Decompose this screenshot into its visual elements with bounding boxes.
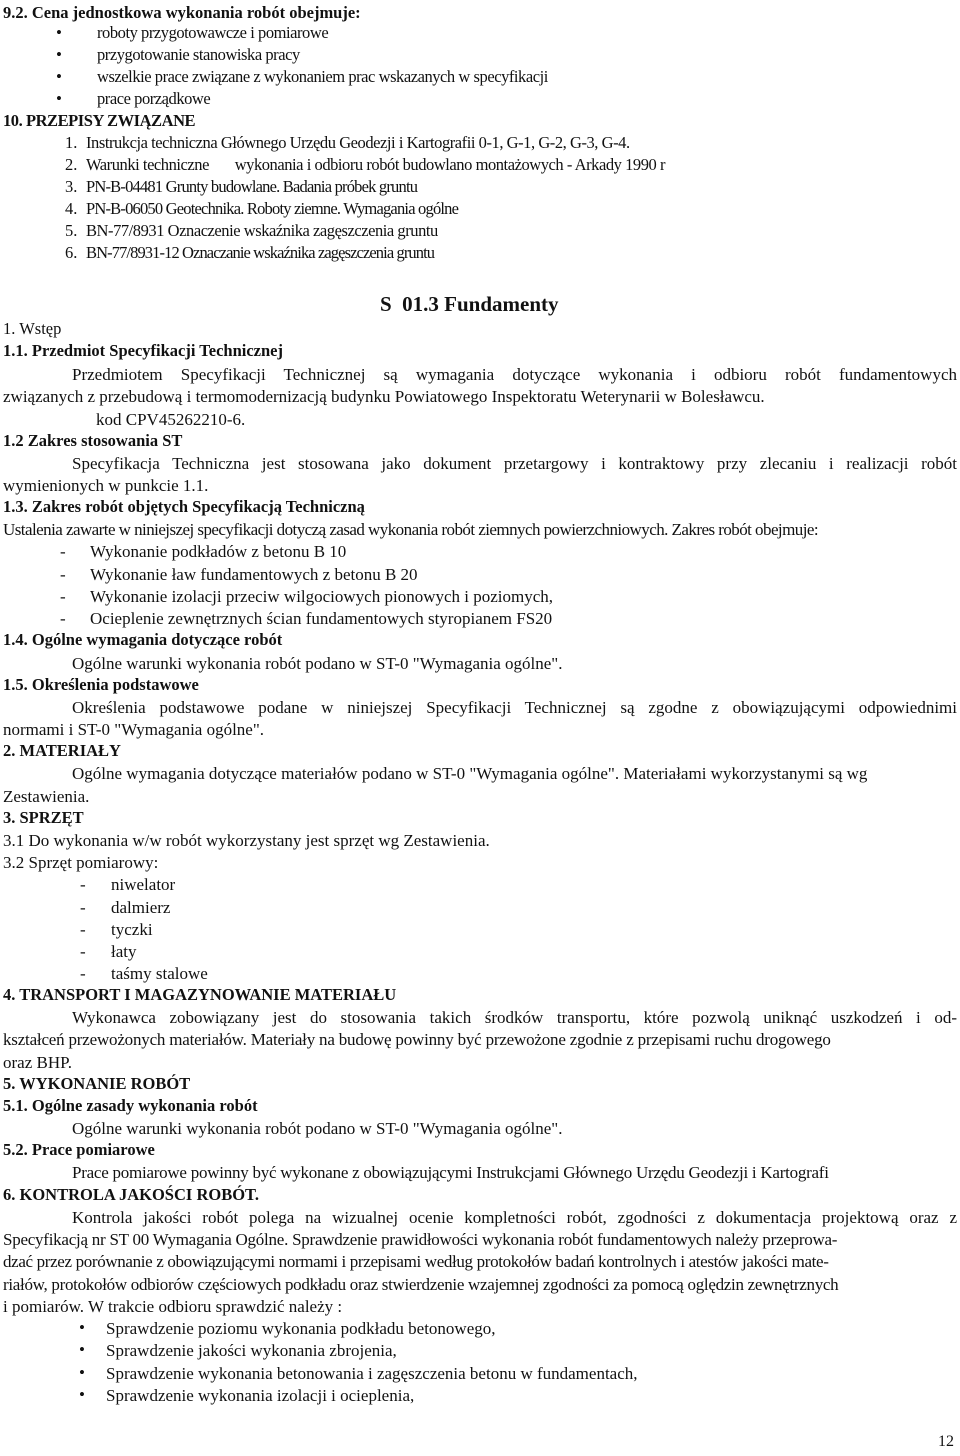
bullet-icon: •: [79, 1385, 85, 1404]
list-item: prace porządkowe: [97, 89, 211, 108]
paragraph-4-line: Wykonawca zobowiązany jest do stosowania takich środków transportu, które pozwolą uniknąć uszkodzeń i od-: [72, 1008, 957, 1027]
bullet-icon: •: [79, 1318, 85, 1337]
heading-2: 2. MATERIAŁY: [3, 741, 121, 760]
heading-4: 4. TRANSPORT I MAGAZYNOWANIE MATERIAŁU: [3, 985, 397, 1004]
paragraph-1-2-line: Specyfikacja Techniczna jest stosowana jako dokument przetargowy i kontraktowy przy zlecaniu i realizacji robót: [72, 454, 957, 473]
list-item-number: 5.: [65, 221, 78, 240]
list-item: roboty przygotowawcze i pomiarowe: [97, 23, 329, 42]
list-item: Sprawdzenie jakości wykonania zbrojenia,: [106, 1341, 397, 1360]
bullet-icon: •: [56, 45, 62, 64]
dash-icon: -: [60, 609, 66, 628]
list-item: Instrukcja techniczna Głównego Urzędu Geodezji i Kartografii 0-1, G-1, G-2, G-3, G-4.: [86, 133, 630, 152]
list-item: tyczki: [111, 920, 153, 939]
bullet-icon: •: [56, 23, 62, 42]
paragraph-1-4: Ogólne warunki wykonania robót podano w ST-0 "Wymagania ogólne".: [72, 654, 563, 673]
list-item: niwelator: [111, 875, 176, 894]
heading-5-2: 5.2. Prace pomiarowe: [3, 1140, 155, 1159]
list-item: przygotowanie stanowiska pracy: [97, 45, 300, 64]
list-item: Sprawdzenie poziomu wykonania podkładu betonowego,: [106, 1319, 496, 1338]
paragraph-6-line: i pomiarów. W trakcie odbioru sprawdzić należy :: [3, 1297, 343, 1316]
bullet-icon: •: [56, 89, 62, 108]
list-item: Ocieplenie zewnętrznych ścian fundamentowych styropianem FS20: [90, 609, 553, 628]
list-item: PN-B-04481 Grunty budowlane. Badania próbek gruntu: [86, 177, 418, 196]
heading-10: 10. PRZEPISY ZWIĄZANE: [3, 111, 196, 130]
paragraph-3-1: 3.1 Do wykonania w/w robót wykorzystany jest sprzęt wg Zestawienia.: [3, 831, 490, 850]
document-title: S 01.3 Fundamenty: [380, 292, 559, 316]
heading-1-5: 1.5. Określenia podstawowe: [3, 675, 199, 694]
dash-icon: -: [80, 875, 86, 894]
list-item-number: 3.: [65, 177, 78, 196]
dash-icon: -: [60, 587, 66, 606]
paragraph-6-line: Kontrola jakości robót polega na wizualnej ocenie kompletności robót, zgodności z dokumentacja projektową oraz z: [72, 1208, 957, 1227]
dash-icon: -: [60, 565, 66, 584]
paragraph-1-3: Ustalenia zawarte w niniejszej specyfikacji dotyczą zasad wykonania robót ziemnych powierzchniowych. Zakres robót obejmuje:: [3, 520, 819, 539]
heading-3: 3. SPRZĘT: [3, 808, 84, 827]
paragraph-4-line: oraz BHP.: [3, 1053, 72, 1072]
list-item: wszelkie prace związane z wykonaniem prac wskazanych w specyfikacji: [97, 67, 548, 86]
list-item: Sprawdzenie wykonania betonowania i zagęszczenia betonu w fundamentach,: [106, 1364, 638, 1383]
heading-5: 5. WYKONANIE ROBÓT: [3, 1074, 191, 1093]
list-item: BN-77/8931 Oznaczenie wskaźnika zagęszczenia gruntu: [86, 221, 438, 240]
list-item: taśmy stalowe: [111, 964, 208, 983]
dash-icon: -: [80, 942, 86, 961]
paragraph-6-line: riałów, protokołów odbiorów częściowych podkładu oraz stwierdzenie wzajemnej zgodności za pomocą oględzin zewnętrznych: [3, 1275, 839, 1294]
paragraph-1-5-line: normami i ST-0 "Wymagania ogólne".: [3, 720, 265, 739]
list-item: Wykonanie ław fundamentowych z betonu B 20: [90, 565, 418, 584]
list-item: Sprawdzenie wykonania izolacji i ocieplenia,: [106, 1386, 415, 1405]
paragraph-1-2-line: wymienionych w punkcie 1.1.: [3, 476, 209, 495]
bullet-icon: •: [56, 67, 62, 86]
list-item: Wykonanie izolacji przeciw wilgociowych pionowych i poziomych,: [90, 587, 554, 606]
dash-icon: -: [80, 898, 86, 917]
paragraph-5-1: Ogólne warunki wykonania robót podano w ST-0 "Wymagania ogólne".: [72, 1119, 563, 1138]
heading-1-3: 1.3. Zakres robót objętych Specyfikacją Techniczną: [3, 497, 365, 516]
list-item: Warunki techniczne wykonania i odbioru robót budowlano montażowych - Arkady 1990 r: [86, 155, 666, 174]
paragraph-1-5-line: Określenia podstawowe podane w niniejszej Specyfikacji Technicznej są zgodne z obowiązującymi odpowiednimi: [72, 698, 957, 717]
paragraph-2-line: Ogólne wymagania dotyczące materiałów podano w ST-0 "Wymagania ogólne". Materiałami wykorzystanymi są wg: [72, 764, 868, 783]
heading-1-2: 1.2 Zakres stosowania ST: [3, 431, 183, 450]
list-item: łaty: [111, 942, 137, 961]
bullet-icon: •: [79, 1363, 85, 1382]
heading-1: 1. Wstęp: [3, 319, 62, 338]
list-item: dalmierz: [111, 898, 171, 917]
paragraph-2-line: Zestawienia.: [3, 787, 90, 806]
paragraph-3-2: 3.2 Sprzęt pomiarowy:: [3, 853, 159, 872]
list-item: Wykonanie podkładów z betonu B 10: [90, 542, 347, 561]
heading-1-4: 1.4. Ogólne wymagania dotyczące robót: [3, 630, 283, 649]
paragraph-4-line: kształceń przewożonych materiałów. Materiały na budowę powinny być przewożone zgodnie z przepisami ruchu drogowego: [3, 1030, 831, 1049]
paragraph-6-line: dzać przez porównanie z obowiązującymi normami i przepisami według protokołów badań kontrolnych i atestów jakości mate-: [3, 1252, 829, 1271]
paragraph-1-1-line: związanych z przebudową i termomodernizacją budynku Powiatowego Inspektoratu Weterynarii w Bolesławcu.: [3, 387, 765, 406]
paragraph-6-line: Specyfikacją nr ST 00 Wymagania Ogólne. Sprawdzenie prawidłowości wykonania robót fundamentowych należy przeprowa-: [3, 1230, 838, 1249]
list-item-number: 2.: [65, 155, 78, 174]
heading-5-1: 5.1. Ogólne zasady wykonania robót: [3, 1096, 258, 1115]
paragraph-1-1-line: Przedmiotem Specyfikacji Technicznej są wymagania dotyczące wykonania i odbioru robót fundamentowych: [72, 365, 957, 384]
list-item: PN-B-06050 Geotechnika. Roboty ziemne. Wymagania ogólne: [86, 199, 459, 218]
paragraph-5-2: Prace pomiarowe powinny być wykonane z obowiązującymi Instrukcjami Głównego Urzędu Geodezji i Kartografi: [72, 1163, 829, 1182]
list-item-number: 4.: [65, 199, 78, 218]
page-number: 12: [938, 1433, 954, 1450]
dash-icon: -: [80, 920, 86, 939]
list-item-number: 1.: [65, 133, 78, 152]
heading-1-1: 1.1. Przedmiot Specyfikacji Technicznej: [3, 341, 284, 360]
bullet-icon: •: [79, 1340, 85, 1359]
list-item: BN-77/8931-12 Oznaczanie wskaźnika zagęszczenia gruntu: [86, 243, 435, 262]
list-item-number: 6.: [65, 243, 78, 262]
heading-6: 6. KONTROLA JAKOŚCI ROBÓT.: [3, 1185, 259, 1204]
cpv-code: kod CPV45262210-6.: [96, 410, 246, 429]
heading-9-2: 9.2. Cena jednostkowa wykonania robót obejmuje:: [3, 3, 361, 22]
dash-icon: -: [60, 542, 66, 561]
dash-icon: -: [80, 964, 86, 983]
